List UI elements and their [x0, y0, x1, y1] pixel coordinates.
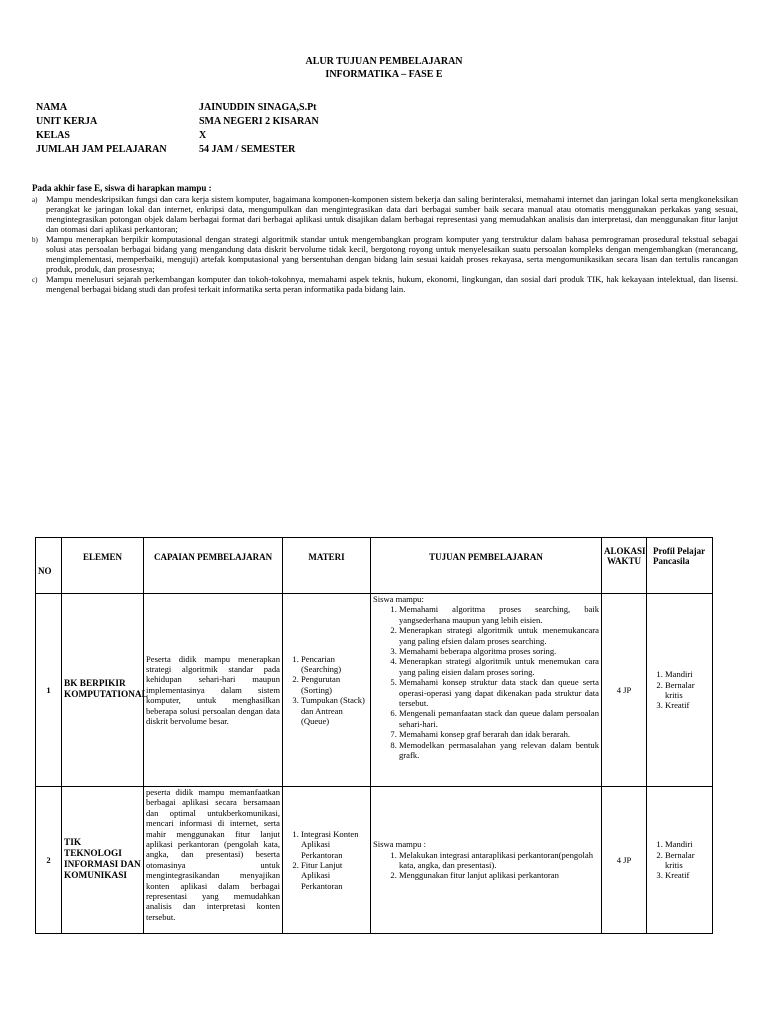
title-line-1: ALUR TUJUAN PEMBELAJARAN — [305, 56, 463, 67]
info-row — [36, 115, 319, 129]
info-value: 54 JAM / SEMESTER — [199, 144, 296, 155]
row-profil — [647, 594, 713, 787]
intro-item — [32, 234, 738, 274]
header-no: NO — [36, 538, 62, 594]
learning-objectives-table — [35, 537, 713, 934]
info-value: SMA NEGERI 2 KISARAN — [199, 116, 319, 127]
row-capaian: Peserta didik mampu menerapkan strategi algoritmik standar pada kehidupan sehari-hari maupun implementasinya dalam sistem komputer, untuk menghasilkan beberapa solusi persoalan dengan data diskrit bervolume besar. — [144, 594, 283, 787]
intro-marker: b) — [32, 236, 38, 244]
intro-heading: Pada akhir fase E, siswa di harapkan mampu : — [32, 183, 212, 193]
row-alokasi: 4 JP — [602, 787, 647, 934]
tujuan-item: 1. Melakukan integrasi antaraplikasi perkantoran(pengolah kata, angka, dan presentasi). — [399, 850, 599, 871]
tujuan-item: 4. Menerapkan strategi algoritmik untuk menemukan cara yang paling eisien dalam proses soring. — [399, 656, 599, 677]
table-row — [36, 787, 713, 934]
tujuan-item: 1. Memahami algoritma proses searching, baik yangsederhana maupun yang lebih eisien. — [399, 604, 599, 625]
profil-item: 3. Kreatif — [665, 700, 710, 710]
row-capaian: peserta didik mampu memanfaatkan berbagai aplikasi secara bersamaan dan optimal untukberkomunikasi, mencari informasi di internet, serta mahir menggunakan fitur lanjut aplikasi perkantoran (pengolah kata, angka, dan presentasi) beserta otomasinya untuk mengintegrasikandan menyajikan konten aplikasi dalam berbagai representasi yang memudahkan analisis dan interpretasi konten tersebut. — [144, 787, 283, 934]
intro-text: Mampu mendeskripsikan fungsi dan cara kerja sistem komputer, bagaimana komponen-komponen sistem bekerja dan saling berinteraksi, memahami internet dan jaringan lokal serta mengkoneksikan perangkat ke jaringan lokal dan internet, enkripsi data, mengumpulkan dan mengintegrasikan data dari berbagai sumber baik secara manual atau otomatis menggunakan perkakas yang sesuai, mengintegrasikan potongan objek dalam berbagai format dari berbagai aplikasi untuk disajikan dalam berbagai representasi yang memudahkan analisis dan interpretasi, dan menggunakan fitur lanjut dan otomasi dari aplikasi perkantoran; — [46, 194, 738, 234]
info-row — [36, 129, 319, 143]
intro-text: Mampu menelusuri sejarah perkembangan komputer dan tokoh-tokohnya, memahami aspek teknis, hukum, ekonomi, lingkungan, dan sosial dari produk TIK, hak kekayaan intelektual, dan lisensi. mengenal berbagai bidang studi dan profesi terkait informatika serta peran informatika pada bidang lain. — [46, 274, 738, 294]
info-label: JUMLAH JAM PELAJARAN — [36, 144, 167, 155]
info-row — [36, 101, 319, 115]
intro-text: Mampu menerapkan berpikir komputasional dengan strategi algoritmik standar untuk mengembangkan program komputer yang terstruktur dalam bahasa pemrograman prosedural tekstual sebagai solusi atas persoalan berbagai bidang yang mengandung data diskrit bervolume tidak kecil, bergotong royong untuk menyelesaikan suatu persoalan kompleks dengan mengembangkan (merancang, mengimplementasi, memperbaiki, menguji) artefak komputasional yang bersentuhan dengan bidang lain sesuai kaidah proses rekayasa, serta mengomunikasikan secara lisan dan tertulis rancangan produk, produk, dan prosesnya; — [46, 234, 738, 274]
tujuan-item: 6. Mengenali pemanfaatan stack dan queue dalam persoalan sehari-hari. — [399, 708, 599, 729]
tujuan-item: 8. Memodelkan permasalahan yang relevan dalam bentuk grafk. — [399, 740, 599, 761]
materi-item: 1. Integrasi Konten Aplikasi Perkantoran — [301, 829, 368, 860]
profil-item: 3. Kreatif — [665, 870, 710, 880]
row-tujuan — [371, 594, 602, 787]
tujuan-item: 5. Memahami konsep struktur data stack dan queue serta operasi-operasi yang dapat dikenakan pada struktur data tersebut. — [399, 677, 599, 708]
tujuan-item: 2. Menerapkan strategi algoritmik untuk menemukancara yang paling efsien dalam proses searching. — [399, 625, 599, 646]
header-materi: MATERI — [283, 538, 371, 594]
tujuan-item: 7. Memahami konsep graf berarah dan idak berarah. — [399, 729, 599, 739]
row-materi — [283, 787, 371, 934]
tujuan-item: 2. Menggunakan fitur lanjut aplikasi perkantoran — [399, 870, 599, 880]
row-number: 2 — [36, 787, 62, 934]
row-elemen: TIK TEKNOLOGI INFORMASI DAN KOMUNIKASI — [62, 787, 144, 934]
learning-outcome-intro — [32, 183, 738, 294]
header-tujuan: TUJUAN PEMBELAJARAN — [371, 538, 602, 594]
materi-item: 3. Tumpukan (Stack) dan Antrean (Queue) — [301, 695, 368, 726]
info-label: NAMA — [36, 102, 68, 113]
info-label: UNIT KERJA — [36, 116, 98, 127]
profil-item: 1. Mandiri — [665, 669, 710, 679]
materi-item: 2. Fitur Lanjut Aplikasi Perkantoran — [301, 860, 368, 891]
profil-item: 2. Bernalar kritis — [665, 850, 710, 871]
title-line-2: INFORMATIKA – FASE E — [325, 69, 443, 80]
row-profil — [647, 787, 713, 934]
table-header-row — [36, 538, 713, 594]
header-elemen: ELEMEN — [62, 538, 144, 594]
document-title — [0, 55, 768, 81]
row-materi — [283, 594, 371, 787]
row-number: 1 — [36, 594, 62, 787]
tujuan-lead: Siswa mampu: — [373, 594, 424, 604]
materi-item: 1. Pencarian (Searching) — [301, 654, 368, 675]
row-elemen: BK BERPIKIR KOMPUTATIONAL — [62, 594, 144, 787]
row-tujuan — [371, 787, 602, 934]
info-value: X — [199, 130, 207, 141]
identity-block — [36, 101, 319, 157]
intro-marker: a) — [32, 196, 38, 204]
tujuan-lead: Siswa mampu : — [373, 839, 426, 850]
row-alokasi: 4 JP — [602, 594, 647, 787]
header-capaian: CAPAIAN PEMBELAJARAN — [144, 538, 283, 594]
profil-item: 2. Bernalar kritis — [665, 680, 710, 701]
intro-item — [32, 194, 738, 234]
info-label: KELAS — [36, 130, 70, 141]
tujuan-item: 3. Memahami beberapa algoritma proses soring. — [399, 646, 599, 656]
header-alokasi: ALOKASI WAKTU — [602, 538, 647, 594]
info-row — [36, 143, 319, 157]
profil-item: 1. Mandiri — [665, 839, 710, 849]
intro-item — [32, 274, 738, 294]
materi-item: 2. Pengurutan (Sorting) — [301, 674, 368, 695]
info-value: JAINUDDIN SINAGA,S.Pt — [199, 102, 317, 113]
header-profil: Profil Pelajar Pancasila — [647, 538, 713, 594]
intro-marker: c) — [32, 276, 38, 284]
table-row — [36, 594, 713, 787]
